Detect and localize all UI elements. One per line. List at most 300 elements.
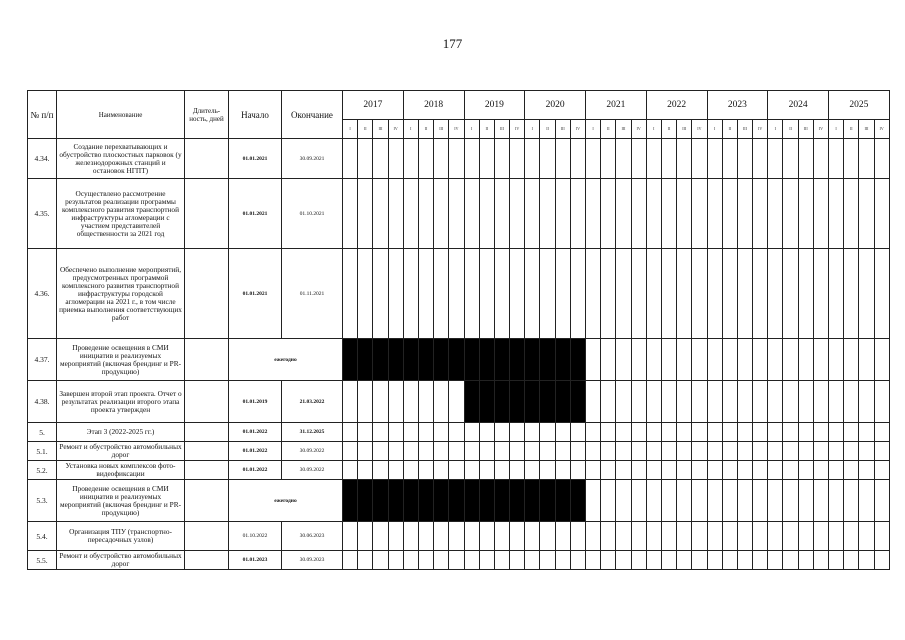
gantt-cell [646, 249, 661, 339]
gantt-cell [722, 139, 737, 179]
gantt-cell [418, 423, 433, 442]
gantt-cell [707, 423, 722, 442]
gantt-cell [373, 381, 388, 423]
gantt-cell [707, 179, 722, 249]
gantt-cell [859, 139, 874, 179]
gantt-cell [418, 480, 433, 522]
gantt-cell [449, 381, 464, 423]
gantt-cell [373, 480, 388, 522]
gantt-cell [631, 522, 646, 551]
gantt-cell [646, 423, 661, 442]
gantt-cell [418, 139, 433, 179]
gantt-cell [616, 249, 631, 339]
row-name: Ремонт и обустройство автомобильных дорог [57, 551, 185, 570]
gantt-cell [343, 139, 358, 179]
gantt-cell [874, 442, 889, 461]
table-row [28, 522, 890, 551]
header-num: № п/п [28, 91, 57, 139]
row-duration [185, 339, 229, 381]
row-duration [185, 480, 229, 522]
gantt-cell [616, 339, 631, 381]
gantt-cell [358, 551, 373, 570]
gantt-cell [434, 381, 449, 423]
gantt-cell [343, 179, 358, 249]
table-row [28, 461, 890, 480]
quarter-header: IV [570, 120, 585, 139]
gantt-cell [737, 461, 752, 480]
gantt-cell [692, 249, 707, 339]
gantt-cell [692, 522, 707, 551]
gantt-cell [586, 551, 601, 570]
gantt-cell [373, 249, 388, 339]
gantt-cell [768, 139, 783, 179]
gantt-cell [586, 179, 601, 249]
gantt-cell [768, 551, 783, 570]
gantt-cell [555, 522, 570, 551]
gantt-cell [783, 551, 798, 570]
row-name: Завершен второй этап проекта. Отчет о результатах реализации второго этапа проекта утвержден [57, 381, 185, 423]
quarter-header: I [464, 120, 479, 139]
gantt-cell [798, 442, 813, 461]
gantt-cell [343, 423, 358, 442]
gantt-cell [418, 249, 433, 339]
gantt-cell [418, 461, 433, 480]
gantt-cell [418, 179, 433, 249]
gantt-cell [540, 551, 555, 570]
gantt-cell [661, 480, 676, 522]
gantt-cell [798, 423, 813, 442]
gantt-cell [510, 179, 525, 249]
quarter-header: III [373, 120, 388, 139]
gantt-cell [753, 522, 768, 551]
gantt-cell [525, 423, 540, 442]
quarter-header: II [722, 120, 737, 139]
gantt-cell [403, 522, 418, 551]
gantt-cell [753, 461, 768, 480]
row-name: Осуществлено рассмотрение результатов реализации программы комплексного развития транспортной инфраструктуры агломерации с участием представителей общественности за 2021 год [57, 179, 185, 249]
gantt-cell [753, 480, 768, 522]
gantt-cell [631, 339, 646, 381]
header-start: Начало [229, 91, 282, 139]
gantt-cell [722, 423, 737, 442]
row-note: ежегодно [229, 339, 343, 381]
gantt-cell [646, 139, 661, 179]
gantt-cell [343, 381, 358, 423]
table-row [28, 139, 890, 179]
gantt-cell [829, 442, 844, 461]
gantt-cell [631, 179, 646, 249]
gantt-cell [631, 249, 646, 339]
row-duration [185, 381, 229, 423]
gantt-cell [525, 480, 540, 522]
gantt-cell [570, 442, 585, 461]
gantt-cell [525, 179, 540, 249]
quarter-header: I [646, 120, 661, 139]
gantt-cell [646, 551, 661, 570]
gantt-cell [844, 461, 859, 480]
gantt-cell [555, 551, 570, 570]
gantt-cell [449, 139, 464, 179]
quarter-header: IV [874, 120, 889, 139]
gantt-cell [646, 461, 661, 480]
gantt-cell [479, 139, 494, 179]
gantt-cell [418, 339, 433, 381]
gantt-cell [449, 480, 464, 522]
gantt-cell [540, 339, 555, 381]
gantt-cell [813, 551, 828, 570]
table-row [28, 179, 890, 249]
gantt-cell [555, 249, 570, 339]
gantt-cell [692, 461, 707, 480]
gantt-cell [570, 339, 585, 381]
gantt-cell [783, 480, 798, 522]
gantt-cell [661, 179, 676, 249]
gantt-cell [373, 139, 388, 179]
quarter-header: III [555, 120, 570, 139]
gantt-cell [844, 139, 859, 179]
gantt-cell [874, 461, 889, 480]
year-header: 2021 [586, 91, 647, 120]
gantt-cell [464, 139, 479, 179]
gantt-cell [874, 423, 889, 442]
gantt-cell [859, 179, 874, 249]
header-row-years [28, 91, 890, 120]
gantt-cell [525, 339, 540, 381]
gantt-cell [616, 423, 631, 442]
gantt-cell [434, 480, 449, 522]
gantt-cell [601, 442, 616, 461]
row-start: 01.01.2021 [229, 139, 282, 179]
gantt-cell [753, 339, 768, 381]
gantt-cell [661, 339, 676, 381]
row-end: 30.09.2022 [282, 461, 343, 480]
gantt-cell [434, 461, 449, 480]
gantt-cell [540, 461, 555, 480]
quarter-header: III [798, 120, 813, 139]
quarter-header: II [661, 120, 676, 139]
row-duration [185, 461, 229, 480]
gantt-cell [661, 522, 676, 551]
row-number: 5. [28, 423, 57, 442]
row-number: 4.38. [28, 381, 57, 423]
gantt-cell [677, 423, 692, 442]
table-row [28, 423, 890, 442]
table-row [28, 381, 890, 423]
row-start: 01.01.2022 [229, 461, 282, 480]
row-number: 5.3. [28, 480, 57, 522]
gantt-cell [525, 139, 540, 179]
gantt-cell [722, 179, 737, 249]
gantt-cell [692, 179, 707, 249]
gantt-cell [707, 551, 722, 570]
gantt-cell [859, 551, 874, 570]
gantt-cell [358, 139, 373, 179]
gantt-cell [388, 339, 403, 381]
gantt-cell [358, 179, 373, 249]
quarter-header: I [768, 120, 783, 139]
gantt-cell [494, 461, 509, 480]
gantt-cell [358, 461, 373, 480]
gantt-cell [722, 551, 737, 570]
gantt-cell [510, 461, 525, 480]
gantt-cell [343, 480, 358, 522]
gantt-cell [601, 551, 616, 570]
gantt-cell [798, 139, 813, 179]
gantt-cell [813, 339, 828, 381]
gantt-cell [403, 551, 418, 570]
quarter-header: III [737, 120, 752, 139]
gantt-cell [737, 522, 752, 551]
gantt-cell [570, 139, 585, 179]
gantt-cell [677, 339, 692, 381]
gantt-cell [403, 381, 418, 423]
gantt-cell [753, 423, 768, 442]
gantt-cell [388, 480, 403, 522]
quarter-header: II [844, 120, 859, 139]
gantt-cell [343, 522, 358, 551]
row-name: Установка новых комплексов фото-видеофиксации [57, 461, 185, 480]
gantt-body [28, 139, 890, 570]
gantt-cell [631, 423, 646, 442]
gantt-cell [586, 442, 601, 461]
quarter-header: III [677, 120, 692, 139]
gantt-cell [418, 522, 433, 551]
gantt-cell [829, 480, 844, 522]
row-duration [185, 423, 229, 442]
row-number: 5.5. [28, 551, 57, 570]
gantt-cell [358, 442, 373, 461]
gantt-cell [570, 522, 585, 551]
gantt-cell [616, 461, 631, 480]
row-name: Этап 3 (2022-2025 гг.) [57, 423, 185, 442]
gantt-cell [874, 551, 889, 570]
gantt-cell [829, 551, 844, 570]
gantt-cell [464, 442, 479, 461]
gantt-cell [844, 179, 859, 249]
gantt-cell [494, 480, 509, 522]
gantt-cell [783, 179, 798, 249]
gantt-cell [829, 522, 844, 551]
quarter-header: II [358, 120, 373, 139]
gantt-cell [570, 461, 585, 480]
gantt-cell [479, 522, 494, 551]
quarter-header: I [707, 120, 722, 139]
gantt-cell [449, 442, 464, 461]
gantt-cell [616, 522, 631, 551]
gantt-cell [555, 461, 570, 480]
quarter-header: II [479, 120, 494, 139]
gantt-cell [525, 461, 540, 480]
gantt-cell [631, 139, 646, 179]
gantt-cell [616, 179, 631, 249]
gantt-cell [449, 249, 464, 339]
gantt-cell [388, 249, 403, 339]
quarter-header: I [586, 120, 601, 139]
gantt-cell [403, 480, 418, 522]
gantt-cell [388, 461, 403, 480]
quarter-header: III [616, 120, 631, 139]
gantt-cell [570, 551, 585, 570]
row-start: 01.10.2022 [229, 522, 282, 551]
gantt-cell [418, 442, 433, 461]
gantt-cell [494, 179, 509, 249]
gantt-cell [343, 249, 358, 339]
gantt-cell [646, 339, 661, 381]
gantt-cell [540, 442, 555, 461]
gantt-cell [373, 461, 388, 480]
gantt-cell [510, 139, 525, 179]
gantt-cell [540, 381, 555, 423]
gantt-cell [677, 480, 692, 522]
quarter-header: III [859, 120, 874, 139]
header-duration: Длитель-ность, дней [185, 91, 229, 139]
gantt-cell [753, 139, 768, 179]
gantt-cell [479, 461, 494, 480]
gantt-cell [722, 249, 737, 339]
gantt-cell [388, 179, 403, 249]
gantt-cell [844, 423, 859, 442]
quarter-header: IV [510, 120, 525, 139]
gantt-cell [813, 249, 828, 339]
gantt-cell [494, 423, 509, 442]
gantt-cell [418, 551, 433, 570]
year-header: 2020 [525, 91, 586, 120]
gantt-cell [358, 522, 373, 551]
gantt-cell [388, 381, 403, 423]
gantt-cell [555, 179, 570, 249]
gantt-cell [343, 442, 358, 461]
gantt-cell [510, 551, 525, 570]
gantt-cell [829, 249, 844, 339]
year-header: 2024 [768, 91, 829, 120]
gantt-cell [601, 381, 616, 423]
quarter-header: IV [753, 120, 768, 139]
gantt-cell [373, 522, 388, 551]
gantt-cell [722, 339, 737, 381]
gantt-cell [434, 139, 449, 179]
gantt-cell [783, 381, 798, 423]
quarter-header: I [343, 120, 358, 139]
gantt-cell [358, 381, 373, 423]
gantt-cell [373, 423, 388, 442]
gantt-cell [464, 381, 479, 423]
gantt-cell [373, 551, 388, 570]
gantt-cell [586, 480, 601, 522]
gantt-cell [829, 179, 844, 249]
gantt-cell [783, 461, 798, 480]
quarter-header: I [525, 120, 540, 139]
table-row [28, 339, 890, 381]
gantt-cell [449, 461, 464, 480]
row-start: 01.01.2022 [229, 442, 282, 461]
gantt-cell [601, 522, 616, 551]
gantt-cell [479, 339, 494, 381]
gantt-cell [768, 249, 783, 339]
row-start: 01.01.2021 [229, 179, 282, 249]
gantt-cell [631, 381, 646, 423]
gantt-cell [737, 480, 752, 522]
gantt-cell [358, 339, 373, 381]
gantt-cell [464, 423, 479, 442]
gantt-cell [616, 139, 631, 179]
gantt-cell [707, 139, 722, 179]
row-end: 30.06.2023 [282, 522, 343, 551]
gantt-cell [707, 381, 722, 423]
gantt-cell [403, 139, 418, 179]
year-header: 2025 [829, 91, 890, 120]
gantt-cell [540, 480, 555, 522]
gantt-cell [434, 179, 449, 249]
gantt-cell [646, 381, 661, 423]
gantt-cell [813, 139, 828, 179]
gantt-cell [586, 522, 601, 551]
gantt-cell [798, 522, 813, 551]
header-end: Окончание [282, 91, 343, 139]
gantt-cell [859, 423, 874, 442]
gantt-cell [510, 381, 525, 423]
gantt-cell [737, 249, 752, 339]
gantt-cell [510, 442, 525, 461]
row-name: Проведение освещения в СМИ инициатив и реализуемых мероприятий (включая брендинг и PR-продукцию) [57, 480, 185, 522]
gantt-cell [494, 249, 509, 339]
gantt-cell [798, 551, 813, 570]
gantt-cell [737, 339, 752, 381]
gantt-cell [525, 381, 540, 423]
gantt-cell [494, 381, 509, 423]
gantt-cell [798, 480, 813, 522]
gantt-cell [874, 480, 889, 522]
gantt-cell [692, 339, 707, 381]
year-header: 2023 [707, 91, 768, 120]
gantt-cell [753, 551, 768, 570]
gantt-cell [403, 179, 418, 249]
gantt-cell [479, 249, 494, 339]
gantt-cell [570, 249, 585, 339]
gantt-cell [874, 381, 889, 423]
gantt-cell [525, 249, 540, 339]
gantt-cell [737, 442, 752, 461]
gantt-cell [874, 339, 889, 381]
gantt-cell [601, 249, 616, 339]
row-end: 01.11.2021 [282, 249, 343, 339]
row-number: 4.36. [28, 249, 57, 339]
gantt-cell [418, 381, 433, 423]
quarter-header: II [540, 120, 555, 139]
row-end: 31.12.2025 [282, 423, 343, 442]
gantt-cell [525, 522, 540, 551]
gantt-cell [737, 381, 752, 423]
gantt-cell [464, 461, 479, 480]
gantt-cell [707, 249, 722, 339]
quarter-header: II [601, 120, 616, 139]
row-end: 30.09.2021 [282, 139, 343, 179]
gantt-cell [570, 480, 585, 522]
gantt-cell [874, 139, 889, 179]
gantt-cell [768, 461, 783, 480]
gantt-cell [874, 249, 889, 339]
gantt-cell [783, 339, 798, 381]
gantt-cell [677, 249, 692, 339]
gantt-cell [510, 249, 525, 339]
gantt-cell [449, 522, 464, 551]
gantt-cell [494, 551, 509, 570]
row-number: 4.35. [28, 179, 57, 249]
gantt-cell [768, 480, 783, 522]
gantt-cell [449, 339, 464, 381]
gantt-cell [768, 442, 783, 461]
gantt-cell [494, 442, 509, 461]
gantt-cell [403, 442, 418, 461]
